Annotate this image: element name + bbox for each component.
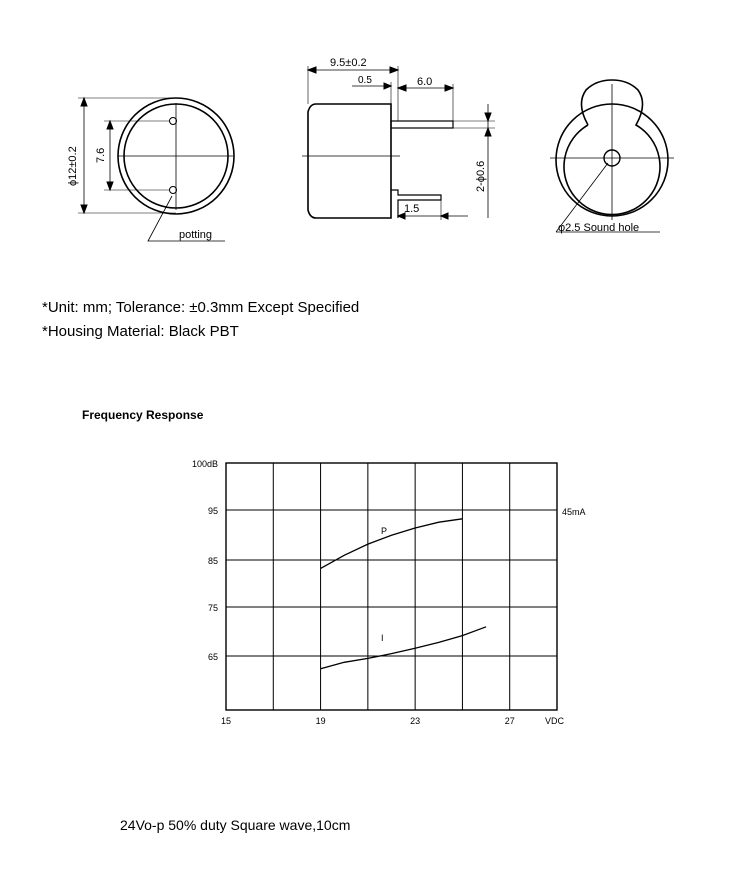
front-dia-label: ϕ12±0.2 [67,146,79,186]
plot-frame [226,463,557,710]
y-tick-label: 65 [207,652,218,662]
y-tick-label: 95 [207,506,218,516]
series-label-p: P [381,526,388,536]
side-pin-length-label: 6.0 [417,76,433,88]
housing-note: *Housing Material: Black PBT [42,323,239,340]
x-tick-label: 19 [315,716,326,726]
side-width-label: 9.5±0.2 [330,57,367,69]
series-line-p [321,519,463,569]
series-label-i: I [381,633,384,643]
x-tick-label: 27 [504,716,515,726]
chart-grid [226,463,557,710]
potting-label: potting [179,229,213,241]
x-unit-label: VDC [545,716,565,726]
chart-title: Frequency Response [82,408,204,422]
side-pin-dia-label: 2-ϕ0.6 [475,160,487,192]
right-axis-label: 45mA [562,507,586,517]
series-line-i [321,627,487,669]
front-pin-spacing-label: 7.6 [95,147,107,163]
chart-series [320,519,486,669]
side-offset-label: 0.5 [358,75,372,86]
unit-note: *Unit: mm; Tolerance: ±0.3mm Except Specified [42,299,360,316]
y-tick-label: 100dB [191,459,218,469]
sound-hole-label: φ2.5 Sound hole [558,222,640,234]
x-tick-label: 23 [410,716,421,726]
x-tick-label: 15 [220,716,232,726]
chart-labels [192,459,586,726]
y-tick-label: 75 [207,603,218,613]
y-tick-label: 85 [207,556,218,566]
side-pin-stub-label: 1.5 [404,203,420,215]
test-condition-caption: 24Vo-p 50% duty Square wave,10cm [120,817,351,833]
